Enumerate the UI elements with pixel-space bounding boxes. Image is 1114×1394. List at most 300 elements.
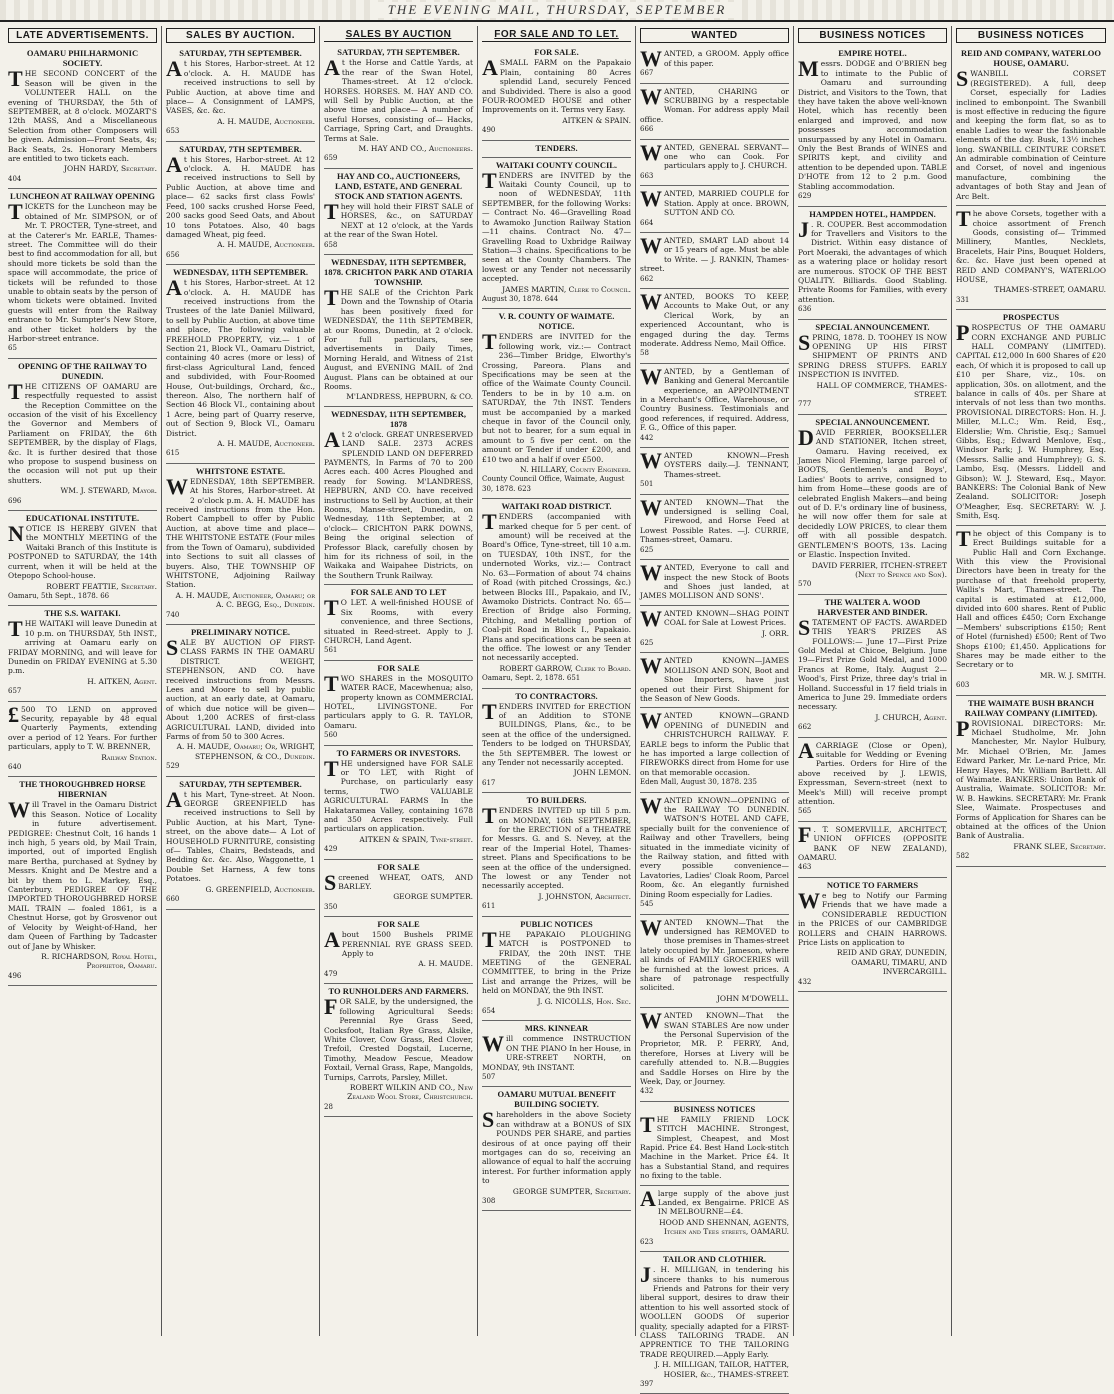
ad-number: 570 xyxy=(798,580,812,589)
ad-number: 350 xyxy=(324,902,338,911)
advertisement xyxy=(640,495,789,560)
column-4 xyxy=(478,26,636,1336)
ad-body xyxy=(166,275,315,438)
ad-number: 666 xyxy=(640,125,654,134)
ad-body xyxy=(640,139,789,171)
ad-body xyxy=(324,927,473,959)
ad-body xyxy=(166,56,315,116)
drop-cap: J xyxy=(640,1262,651,1288)
ad-number: 617 xyxy=(482,778,496,787)
ad-number: 65 xyxy=(8,344,17,353)
ad-text: large supply of the above just Landed, ex Bengairne. PRICE AS IN MELBOURNE—£4. xyxy=(657,1188,789,1217)
ad-body xyxy=(324,595,473,645)
ad-body xyxy=(640,708,789,777)
ad-text: t the Horse and Cattle Yards, at the rear of the Swan Hotel, Thames-street. At 12 o'clock. HORSES. HORSES. M. HAY AND CO. will Sell by Public Auction, at the above time and place— A number of useful Horses, consisting of— Hacks, Carriage, Spring Cart, and Draughts. Terms at Sale. xyxy=(324,58,473,143)
ad-title: PUBLIC NOTICES xyxy=(520,918,593,929)
ad-body xyxy=(798,216,947,305)
advertisement xyxy=(640,1186,789,1252)
drop-cap: S xyxy=(798,329,811,355)
ad-text: ICKETS for the Luncheon may be obtained of Mr. SIMPSON, or of Mr. T. PROCTER, Tyne-street, and at the Caterer's Mr. EARLE, Thames-street. The Committee will do their best to find accommodation for all, but should more tickets be sold than the space will accommodate, the price of tickets will be refunded to those unable to obtain seats by the person of whom tickets were obtained. Invited guests will enter from the Railway entrance to Mr. Sumpter's New Store, and other ticket holders by the Harbor-street entrance. xyxy=(8,202,157,343)
drop-cap: P xyxy=(956,320,970,346)
ad-number: 740 xyxy=(166,610,180,619)
column-heading: LATE ADVERTISEMENTS. xyxy=(8,28,157,43)
column-heading: WANTED xyxy=(640,28,789,43)
advertisement xyxy=(166,142,315,265)
ad-title: TO RUNHOLDERS AND FARMERS. xyxy=(328,986,469,997)
ad-number: 615 xyxy=(166,449,180,458)
drop-cap: S xyxy=(324,869,337,895)
ad-title: FOR SALE. xyxy=(534,47,579,58)
column-heading: BUSINESS NOTICES xyxy=(798,28,947,43)
ad-body xyxy=(482,55,631,115)
drop-cap: T xyxy=(324,284,339,310)
ad-title: THE THOROUGHBRED HORSE HIBERNIAN xyxy=(19,779,146,800)
drop-cap: A xyxy=(798,737,814,763)
drop-cap: A xyxy=(324,927,340,953)
ad-body xyxy=(8,199,157,343)
ad-text: t his Stores, Harbor-street. At 12 o'clock. A. H. MAUDE has received instructions from the Trustees of the late Daniel Millward, to sell by Public Auction, at above time and place, The following valuable FREEHOLD PROPERTY, viz.— 1 of Section 21, Block VI., Oamaru District, containing 40 acres (more or less) of first-class Agricultural Land, fenced and subdivided, with Four-Roomed House, Out-buildings, Orchard, &c., thereon. Also, The northern half of Section 46 Block VI., containing about 1 Acre, being part of Quarry reserve, out of Section 9, Block VI., Oamaru District. xyxy=(166,278,315,438)
advertisement xyxy=(166,265,315,464)
drop-cap: S xyxy=(798,614,811,640)
ad-title: OPENING OF THE RAILWAY TO DUNEDIN. xyxy=(18,360,147,381)
ad-number: 432 xyxy=(798,977,812,986)
ad-number: Oamaru, Sept. 2, 1878. 651 xyxy=(482,674,581,683)
ad-text: ANTED KNOWN—GRAND OPENING of DUNEDIN and CHRISTCHURCH RAILWAY. F. EARLE begs to inform the Public that he has imported a large collection of FIREWORKS direct from Home for use on that memorable occasion. xyxy=(640,711,789,777)
ad-text: CARRIAGE (Close or Open), suitable for Wedding or Evening Parties. Orders for Hire of the above received by J. LEWIS, Expressman, Severn-street (next to Meek's Mill) will receive prompt attention. xyxy=(798,740,947,807)
drop-cap: S xyxy=(482,1107,495,1133)
drop-cap: W xyxy=(8,797,30,823)
ad-text: ANTED KNOWN—SHAG POINT COAL for Sale at Lowest Prices. xyxy=(664,608,789,628)
ad-title: NOTICE TO FARMERS xyxy=(826,879,919,890)
advertisement xyxy=(324,984,473,1117)
drop-cap: W xyxy=(640,1008,662,1034)
drop-cap: W xyxy=(166,473,188,499)
advertisement xyxy=(482,1021,631,1087)
ad-text: AVID FERRIER, BOOKSELLER AND STATIONER, Itchen street, Oamaru. Having received, ex James Nicol Fleming, large parcel of BOOTS, Gentlemen's and Boys', Ladies' Boots to arrive, consigned to him from Home—these goods are of celebrated English Makers—and being out of D. F.'s ordinary line of business, he will now offer them for sale at decidedly LOW PRICES, to clear them off with all possible despatch. GENTLEMEN'S BOOTS, 13s. Lacing or Elastic. Inspection Invited. xyxy=(798,427,947,560)
drop-cap: N xyxy=(8,521,24,547)
ad-signature: REID AND GRAY, DUNEDIN, OAMARU, TIMARU, AND INVERCARGILL. xyxy=(836,948,947,977)
ad-text: O LET. A well-finished HOUSE of Six Rooms, with every convenience, and three Sections, situated in Reed-street. Apply to J. CHURCH, Land Agent. xyxy=(324,598,473,645)
ad-body xyxy=(640,792,789,899)
advertisement xyxy=(640,448,789,495)
advertisement xyxy=(798,595,947,738)
drop-cap: W xyxy=(640,232,662,258)
advertisement xyxy=(640,140,789,187)
ad-number: 657 xyxy=(8,687,22,696)
ad-signature: H. AITKEN, Agent. xyxy=(87,676,157,686)
ad-signature: A. H. MAUDE, Auctioneer. xyxy=(217,439,315,449)
advertisement xyxy=(956,310,1106,526)
drop-cap: T xyxy=(956,525,971,551)
ad-number: 636 xyxy=(798,305,812,314)
drop-cap: T xyxy=(8,66,23,92)
ad-title: TAILOR AND CLOTHIER. xyxy=(662,1254,767,1265)
drop-cap: A xyxy=(166,275,182,301)
ad-body xyxy=(166,151,315,240)
ad-number: 662 xyxy=(640,274,654,283)
ad-signature: DAVID FERRIER, ITCHEN-STREET (Next to Spence and Son). xyxy=(811,560,947,579)
drop-cap: T xyxy=(640,1111,655,1137)
drop-cap: W xyxy=(640,653,662,679)
ad-signature: R. RICHARDSON, Royal Hotel, Proprietor, Oamaru. xyxy=(41,951,157,971)
ad-body xyxy=(956,66,1106,201)
ad-body xyxy=(798,56,947,191)
ad-text: HE FAMILY FRIEND LOCK STITCH MACHINE. Strongest, Simplest, Cheapest, and Most Rapid. Price £4. Best Hand Lock-stitch Machine in the Market. Price £4. It has a Substantial Stand, and requires no fixing to the table. xyxy=(640,1114,789,1181)
drop-cap: T xyxy=(482,329,497,355)
advertisement xyxy=(798,738,947,822)
masthead xyxy=(0,0,1114,22)
column-3 xyxy=(320,26,478,1336)
drop-cap: W xyxy=(640,363,662,389)
ad-signature: A. H. MAUDE, Auctioneer. xyxy=(217,240,315,250)
advertisement xyxy=(482,1087,631,1211)
ad-body xyxy=(798,887,947,947)
drop-cap: W xyxy=(640,83,662,109)
ad-number: 653 xyxy=(166,127,180,136)
ad-body xyxy=(640,1185,789,1217)
ad-body xyxy=(482,926,631,996)
ad-signature: ROBERT WILKIN AND CO., New Zealand Wool Store, Christchurch. xyxy=(347,1082,473,1102)
ad-number: 660 xyxy=(166,895,180,904)
ad-number: 625 xyxy=(640,545,654,554)
ad-number: 611 xyxy=(482,902,496,911)
ad-number: 490 xyxy=(482,126,496,135)
ad-body xyxy=(324,55,473,143)
advertisement xyxy=(640,915,789,1009)
ad-signature: G. GREENFIELD, Auctioneer. xyxy=(205,884,315,894)
drop-cap: A xyxy=(482,55,498,81)
drop-cap: T xyxy=(8,199,23,225)
ad-text: . R. COUPER. Best accommodation for Travellers and Visitors to the District. Within easy distance of Port Moeraki, the advantages of which as a watering place or holiday resort are numerous. STOCK OF THE BEST QUALITY. Billiards. Good Stabling. Private Rooms for Families, with every attention. xyxy=(798,219,947,304)
ad-body xyxy=(482,329,631,464)
ad-number: 397 xyxy=(640,1379,654,1388)
drop-cap: T xyxy=(956,206,971,232)
drop-cap: P xyxy=(956,715,970,741)
ad-number: 658 xyxy=(324,240,338,249)
ad-body xyxy=(324,994,473,1082)
ad-signature: A. H. MAUDE, Oamaru; Or, WRIGHT, STEPHENSON, & CO., Dunedin. xyxy=(176,742,315,761)
ad-text: ANTED, BOOKS TO KEEP, Accounts to Make Out, or any Clerical Work, by an experienced Accountant, who is engaged during the day. Terms moderate. Address Nemo, Mail Office. xyxy=(640,291,789,348)
ad-title: REID AND COMPANY, WATERLOO HOUSE, OAMARU. xyxy=(961,48,1101,69)
advertisement xyxy=(798,415,947,595)
advertisement xyxy=(8,606,157,701)
ad-body xyxy=(640,494,789,545)
drop-cap: T xyxy=(482,803,497,829)
drop-cap: £ xyxy=(8,701,19,727)
ad-text: ENDERS INVITED up till 5 p.m. on MONDAY, 16th SEPTEMBER, for the ERECTION of a THEATRE for Messrs. G. and S. Nevey, at the rear of the Imperial Hotel, Thames-street. Plans and Specifications to be seen at the office of the undersigned. The lowest or any Tender not necessarily accepted. xyxy=(482,806,631,891)
ad-body xyxy=(166,473,315,590)
drop-cap: T xyxy=(482,698,497,724)
ad-text: bout 1500 Bushels PRIME PERENNIAL RYE GRASS SEED. Apply to xyxy=(341,930,473,959)
ad-body xyxy=(482,803,631,891)
ad-body xyxy=(640,914,789,993)
column-5 xyxy=(636,26,794,1388)
advertisement xyxy=(482,793,631,916)
advertisement xyxy=(324,255,473,407)
advertisement xyxy=(798,46,947,206)
drop-cap: W xyxy=(482,1031,504,1057)
ad-title: THE S.S. WAITAKI. xyxy=(44,608,121,619)
drop-cap: W xyxy=(640,605,662,631)
ad-title: SPECIAL ANNOUNCEMENT. xyxy=(815,321,930,332)
ad-body xyxy=(640,232,789,274)
ad-text: HE WAITAKI will leave Dunedin at 10 p.m. on THURSDAY, 5th INST., arriving at Oamaru early on FRIDAY MORNING, and will leave for Dunedin on FRIDAY EVENING at 5.30 p.m. xyxy=(8,619,157,676)
newspaper-page xyxy=(4,26,1110,1388)
ad-number: 623 xyxy=(640,1237,654,1246)
drop-cap: A xyxy=(324,426,340,452)
advertisement xyxy=(482,45,631,140)
ad-body xyxy=(798,329,947,380)
ad-text: WO SHARES in the MOSQUITO WATER RACE, Macewhenua; also, property known as COMMERCIAL HOTEL, LIVINGSTONE. For particulars apply to G. R. TAYLOR, Oamaru. xyxy=(324,673,473,730)
ad-title: FOR SALE xyxy=(377,919,420,930)
ad-signature: HOOD AND SHENNAN, AGENTS, Itchen and Tees streets, OAMARU. xyxy=(659,1217,789,1237)
ad-text: he object of this Company is to Erect Buildings suitable for a Public Hall and Corn Exchange. With this view the Provisional Directors have been in treaty for the purchase of that freehold property, Wallis's Mart, Thames-street. The capital is estimated at £12,000, divided into 600 shares. Rent of Public Hall and offices £450; Corn Exchange—Members' subscriptions £150; Rent of Hotel (furnished) £500; Rent of Two Shops £100; £1,450. Applications for Shares may be made either to the Secretary or to xyxy=(956,528,1106,670)
drop-cap: T xyxy=(8,616,23,642)
ad-text: ill Travel in the Oamaru District this Season. Notice of Locality in future advertisement. PEDIGREE: Chestnut Colt, 16 hands 1 inch high, 5 years old, by Mail Train, imported, out of imported English mare Bertha, purchased at Sydney by Messrs. Knight and De Mestre and a bit by them to L. Markey, Esq., Canterbury. PEDIGREE OF THE IMPORTED THOROUGHBRED HORSE MAIL TRAIN — foaled 1861, is a Chestnut Horse, got by Grosvenor out of Velocity by Weight-of-Hand, her dam Queen of Farthing by Tadcaster out of Jane by Whisker. xyxy=(8,800,157,951)
ad-title: FOR SALE xyxy=(377,861,420,872)
ad-title: OAMARU MUTUAL BENEFIT BUILDING SOCIETY. xyxy=(497,1089,616,1110)
ad-title: TO FARMERS OR INVESTORS. xyxy=(336,747,461,758)
ad-text: ANTED KNOWN—That the undersigned is selling Coal, Firewood, and Horse Feed at Lowest Possible Rates. —J. CURRIE, Thames-street, Oamaru. xyxy=(640,497,789,545)
ad-body xyxy=(640,83,789,125)
ad-title: THE WALTER A. WOOD HARVESTER AND BINDER. xyxy=(817,596,928,617)
advertisement xyxy=(8,359,157,511)
advertisement xyxy=(956,696,1106,867)
ad-body xyxy=(482,509,631,663)
ad-signature: A. H. MAUDE. xyxy=(418,959,473,969)
ad-title: OAMARU PHILHARMONIC SOCIETY. xyxy=(26,48,139,69)
drop-cap: A xyxy=(166,786,182,812)
drop-cap: W xyxy=(640,448,662,474)
ad-text: ANTED, a GROOM. Apply office of this paper. xyxy=(664,49,789,68)
ad-text: creened WHEAT, OATS, AND BARLEY. xyxy=(338,872,473,892)
ad-text: 500 TO LEND on approved Security, repayable by 48 equal Quarterly Payments, extending over a period of 12 Years. For further particulars, apply to T. W. BRENNER, xyxy=(8,704,157,752)
drop-cap: W xyxy=(640,792,662,818)
ad-body xyxy=(8,797,157,951)
ad-signature: M. HAY AND CO., Auctioneers. xyxy=(358,144,473,154)
ad-title: LUNCHEON AT RAILWAY OPENING xyxy=(10,191,155,202)
ad-number: County Council Office, Waimate, August 30, 1878. 623 xyxy=(482,475,625,493)
ad-title: TO CONTRACTORS. xyxy=(515,690,598,701)
advertisement xyxy=(956,526,1106,696)
ad-number: 479 xyxy=(324,969,338,978)
ad-body xyxy=(324,755,473,834)
advertisement xyxy=(956,46,1106,206)
ad-signature: AITKEN & SPAIN. xyxy=(562,115,631,125)
advertisement xyxy=(324,45,473,168)
advertisement xyxy=(324,860,473,918)
ad-title: WEDNESDAY, 11TH SEPTEMBER, 1878. CRICHTON PARK AND OTARIA TOWNSHIP. xyxy=(324,256,473,287)
ad-number: Eden Mall, August 30, 1878. 235 xyxy=(640,778,757,787)
column-heading: SALES BY AUCTION. xyxy=(166,28,315,43)
ad-text: HE PAPAKAIO PLOUGHING MATCH is POSTPONED to FRIDAY, the 20th INST. THE MEETING of the GENERAL COMMITTEE, to bring in the Prize List and arrange the Prizes, will be held on MONDAY, the 9th INST. xyxy=(482,929,631,996)
drop-cap: W xyxy=(640,186,662,212)
drop-cap: A xyxy=(166,56,182,82)
ad-body xyxy=(798,424,947,560)
ad-body xyxy=(482,167,631,284)
advertisement xyxy=(640,1008,789,1102)
drop-cap: W xyxy=(640,139,662,165)
ad-number: Oamaru, 5th Sept., 1878. 66 xyxy=(8,591,110,600)
ad-text: t 2 o'clock. GREAT UNRESERVED LAND SALE. 2373 ACRES SPLENDID LAND ON DEFERRED PAYMENTS, In Farms of 70 to 200 Acres each. 400 Acres Ploughed and ready for Sowing. M'LANDRESS, HEPBURN, AND CO. have received instructions to Sell by Auction, at their Rooms, Manse-street, Dunedin, on Wednesday, 11th September, at 2 o'clock— CRICHTON PARK DOWNS, Being the original selection of Professor Black, carefully chosen by him for its richness of soil, in the Waikaka and Waipahee Districts, on the Southern Trunk Railway. xyxy=(324,429,473,580)
advertisement xyxy=(8,702,157,778)
ad-text: SMALL FARM on the Papakaio Plain, containing 80 Acres splendid Land, securely Fenced and Subdivided. There is also a good FOUR-ROOMED HOUSE and other Improvements on it. Terms very Easy. xyxy=(482,58,631,115)
ad-text: ill commence INSTRUCTION ON THE PIANO In her House, in URE-STREET NORTH, on MONDAY, 9th INSTANT. xyxy=(482,1034,631,1072)
ad-text: hareholders in the above Society can withdraw at a BONUS of SIX POUNDS PER SHARE, and parties desirous of at once paying off their mortgages can do so, receiving an allowance of equal to half the accruing interest. For further information apply to xyxy=(482,1110,631,1186)
ad-body xyxy=(956,525,1106,670)
ad-number: 560 xyxy=(324,731,338,740)
ad-number: 656 xyxy=(166,250,180,259)
ad-title: WAITAKI ROAD DISTRICT. xyxy=(501,501,612,512)
ad-number: 432 xyxy=(640,1087,654,1096)
ad-text: OR SALE, by the undersigned, the following Agricultural Seeds: Perennial Rye Grass Seed, Cocksfoot, Italian Rye Grass, Alsike, White Clover, Cow Grass, Red Clover, Trefoil, Crested Dogstail, Lucerne, Timothy, Meadow Fescue, Meadow Foxtail, Vernal Grass, Rape, Mangolds, Turnips, Carrots, Parsley, Millet. xyxy=(324,997,473,1082)
drop-cap: S xyxy=(166,634,179,660)
ad-text: he above Corsets, together with a choice assortment of French Goods, consisting of— Trimmed Millinery, Mantles, Necklets, Bracelets, Hair Pins, Bouquet Holders, &c. &c. Have just been opened at REID AND COMPANY'S, WATERLOO HOUSE, xyxy=(956,209,1106,284)
ad-body xyxy=(640,363,789,433)
ad-body xyxy=(956,320,1106,521)
ad-number: 308 xyxy=(482,1197,496,1206)
advertisement xyxy=(798,207,947,320)
ad-signature: ROBERT GARROW, Clerk to Board. xyxy=(499,663,631,673)
ad-body xyxy=(640,448,789,479)
ad-title: HAMPDEN HOTEL, HAMPDEN. xyxy=(809,208,936,219)
ad-title: EDUCATIONAL INSTITUTE. xyxy=(25,513,140,524)
advertisement xyxy=(166,46,315,141)
ad-title: HAY AND CO., AUCTIONEERS, LAND, ESTATE, AND GENERAL STOCK AND STATION AGENTS. xyxy=(334,170,463,201)
advertisement xyxy=(482,141,631,158)
drop-cap: T xyxy=(324,670,339,696)
advertisement xyxy=(324,585,473,660)
ad-text: HE SALE of the Crichton Park Down and the Township of Otaria has been positively fixed for WEDNESDAY, the 11th SEPTEMBER, at our Rooms, Dunedin, at 2 o'clock. For full particulars, see advertisements in Daily Times, Morning Herald, and Witness of 21st August, and EVENING MAIL of 2nd August. Plans can be obtained at our Rooms. xyxy=(324,287,473,391)
advertisement xyxy=(8,511,157,606)
column-heading: FOR SALE AND TO LET. xyxy=(482,28,631,42)
ad-body xyxy=(640,1262,789,1359)
drop-cap: S xyxy=(956,66,969,92)
ad-text: ALE BY AUCTION OF FIRST-CLASS FARMS IN THE OAMARU DISTRICT. WEIGHT, STEPHENSON, AND CO. have received instructions from Messrs. Lees and Moore to sell by public auction, at an early date, at Oamaru, of which due notice will be given— About 1,200 ACRES of first-class AGRICULTURAL LAND, divided into Farms of from 50 to 300 Acres. xyxy=(166,637,315,741)
drop-cap: T xyxy=(482,509,497,535)
advertisement xyxy=(640,606,789,654)
ad-text: HE undersigned have FOR SALE or TO LET, with Right of Purchase, on particularly easy terms, TWO VALUABLE AGRICULTURAL FARMS In the Hakataramea Valley, containing 1678 and 350 Acres respectively. Full particulars on application. xyxy=(324,758,473,834)
ad-text: EDNESDAY, 18th SEPTEMBER. At his Stores, Harbor-street. At 2 o'clock p.m. A. H. MAUDE has received instructions from the Hon. Robert Campbell to offer by Public Auction, at above time and place— THE WHITSTONE ESTATE (Four miles from the Town of Oamaru), subdivided into Sections to suit all classes of buyers. Also, THE TOWNSHIP OF WHITSTONE, Adjoining Railway Station. xyxy=(166,476,315,590)
ad-title: SATURDAY, 7TH SEPTEMBER. xyxy=(179,778,302,789)
advertisement xyxy=(640,1102,789,1186)
advertisement xyxy=(640,233,789,289)
drop-cap: T xyxy=(482,926,497,952)
advertisement xyxy=(324,917,473,984)
ad-number: 663 xyxy=(640,171,654,180)
ad-number: 561 xyxy=(324,646,338,655)
ad-number: 545 xyxy=(640,900,654,909)
ad-body xyxy=(166,634,315,741)
drop-cap: F xyxy=(324,994,338,1020)
ad-number: 664 xyxy=(640,218,654,227)
ad-title: FOR SALE AND TO LET xyxy=(350,587,447,598)
ad-signature: A. H. MAUDE, Auctioneer, Oamaru; or A. C. BEGG, Esq., Dunedin. xyxy=(175,590,315,610)
ad-body xyxy=(956,206,1106,284)
ad-number: 667 xyxy=(640,69,654,78)
ad-number: 404 xyxy=(8,174,22,183)
advertisement xyxy=(8,46,157,189)
ad-number: 442 xyxy=(640,433,654,442)
ad-title: TENDERS. xyxy=(535,142,578,153)
column-7 xyxy=(952,26,1110,1336)
ad-signature: WM. J. STEWARD, Mayor. xyxy=(60,486,157,496)
ad-signature: FRANK SLEE, Secretary. xyxy=(1013,841,1106,851)
ad-body xyxy=(640,653,789,703)
advertisement xyxy=(640,708,789,792)
ad-text: ENDERS are INVITED for the following work, viz.:— Contract 236—Timber Bridge, Elworthy's Crossing, Pareora. Plans and Specifications may be seen at the office of the Waimate County Council. Tenders to be in by 10 a.m. on SATURDAY, the 7th INST. Tenders must be accompanied by a marked cheque in favor of the Council only, but not to bearer, for a sum equal in amount to 5 five per cent. on the amount or Tender if under £200, and £10 two and a half if over £500. xyxy=(482,332,631,464)
ad-number: 629 xyxy=(798,192,812,201)
ad-body xyxy=(798,614,947,712)
drop-cap: A xyxy=(166,151,182,177)
ad-title: EMPIRE HOTEL. xyxy=(838,48,907,59)
drop-cap: W xyxy=(798,887,820,913)
advertisement xyxy=(324,746,473,860)
advertisement xyxy=(798,878,947,992)
ad-body xyxy=(640,1008,789,1086)
ad-body xyxy=(324,198,473,240)
ad-number: 603 xyxy=(956,681,970,690)
ad-body xyxy=(482,1031,631,1072)
ad-number: 662 xyxy=(798,723,812,732)
advertisement xyxy=(482,158,631,310)
ad-text: ENDERS INVITED for ERECTION of an Addition to STONE BUILDINGS, Plans, &c., to be seen at the office of the undersigned. Tenders to be lodged on THURSDAY, the 5th SEPTEMBER. The lowest or any Tender not necessarily accepted. xyxy=(482,701,631,767)
advertisement xyxy=(482,499,631,688)
drop-cap: W xyxy=(640,288,662,314)
ad-text: t his Mart, Tyne-street. At Noon. GEORGE GREENFIELD has received instructions to Sell by Public Auction, at his Mart, Tyne-street, on the above date— A Lot of HOUSEHOLD FURNITURE, consisting of— Tables, Chairs, Bedsteads, and Bedding &c. &c. Also, Waggonette, 1 Double Set Harness, A few tons Potatoes. xyxy=(166,789,315,884)
ad-body xyxy=(640,1111,789,1181)
advertisement xyxy=(640,560,789,606)
advertisement xyxy=(640,84,789,140)
ad-signature: MR. W. J. SMITH. xyxy=(1039,670,1106,680)
ad-number: 331 xyxy=(956,295,970,304)
ad-text: t his Stores, Harbor-street. At 12 o'clock. A. H. MAUDE has received instructions to Sell by Public Auction, at above time and place— 62 sacks first class Fowls' Feed, 100 sacks crushed Horse Feed, 200 sacks good Seed Oats, and About 10 tons Potatoes. Also, 40 bags damaged Wheat, pig feed. xyxy=(166,154,315,239)
advertisement xyxy=(482,689,631,794)
ad-text: ANTED KNOWN—JAMES MOLLISON AND SON, Boot and Shoe Importers, have just opened out their First Shipment for the Season of New Goods. xyxy=(640,656,789,703)
column-heading: BUSINESS NOTICES xyxy=(956,28,1106,43)
ad-text: PRING, 1878. D. TOOHEY IS NOW OPENING UP HIS FIRST SHIPMENT OF PRINTS AND SPRING DRESS STUFFS. EARLY INSPECTION IS INVITED. xyxy=(798,332,947,380)
ad-body xyxy=(640,605,789,631)
ad-number: 463 xyxy=(798,863,812,872)
ad-number: 696 xyxy=(8,496,22,505)
ad-body xyxy=(166,786,315,884)
ad-signature: J. JOHNSTON, Architect. xyxy=(538,891,631,901)
ad-signature: J. G. NICOLLS, Hon. Sec. xyxy=(537,996,631,1006)
ad-title: MRS. KINNEAR xyxy=(524,1023,589,1034)
ad-number: 501 xyxy=(640,480,654,489)
ad-number: 625 xyxy=(640,638,654,647)
ad-title: PRELIMINARY NOTICE. xyxy=(190,626,291,637)
ad-text: ENDERS are INVITED by the Waitaki County Council, up to noon of WEDNESDAY, 11th SEPTEMBER, for the following Works:— Contract No. 46—Gravelling Road to Awamoko Junction Railway Station—11 chains. Contract No. 47—Gravelling Road to Uxbridge Railway Station—3 chains. Specifications to be seen at the County Chambers. The lowest or any Tender not necessarily accepted. xyxy=(482,170,631,284)
ad-signature: GEORGE SUMPTER. xyxy=(393,892,473,902)
ad-body xyxy=(640,186,789,218)
advertisement xyxy=(640,186,789,233)
ad-title: SATURDAY, 7TH SEPTEMBER. xyxy=(179,48,302,59)
ad-text: HE CITIZENS OF OAMARU are respectfully requested to assist the Reception Committee on the occasion of the visit of his Excellency the Governor and Members of Parliament on FRIDAY, the 6th SEPTEMBER, by the display of Flags, &c. It is further desired that those who propose to suspend business on the occasion will not put up their shutters. xyxy=(8,381,157,485)
ad-signature: A. H. MAUDE, Auctioneer. xyxy=(217,116,315,126)
advertisement xyxy=(324,169,473,255)
ad-signature: JAMES MARTIN, Clerk to Council. xyxy=(502,284,631,294)
ad-title: SATURDAY, 7TH SEPTEMBER. xyxy=(179,143,302,154)
ad-text: e beg to Notify our Farming Friends that we have made a CONSIDERABLE REDUCTION in the PRICES of our CAMBRIDGE ROLLERS and CHAIN HARROWS. Price Lists on application to xyxy=(798,890,947,947)
drop-cap: F xyxy=(798,821,812,847)
ad-title: WEDNESDAY, 11TH SEPTEMBER, 1878 xyxy=(331,408,466,429)
ad-title: THE WAIMATE BUSH BRANCH RAILWAY COMPANY (LIMITED). xyxy=(964,697,1098,718)
drop-cap: A xyxy=(640,1185,656,1211)
drop-cap: T xyxy=(324,595,339,621)
ad-body xyxy=(482,1107,631,1186)
advertisement xyxy=(166,777,315,910)
